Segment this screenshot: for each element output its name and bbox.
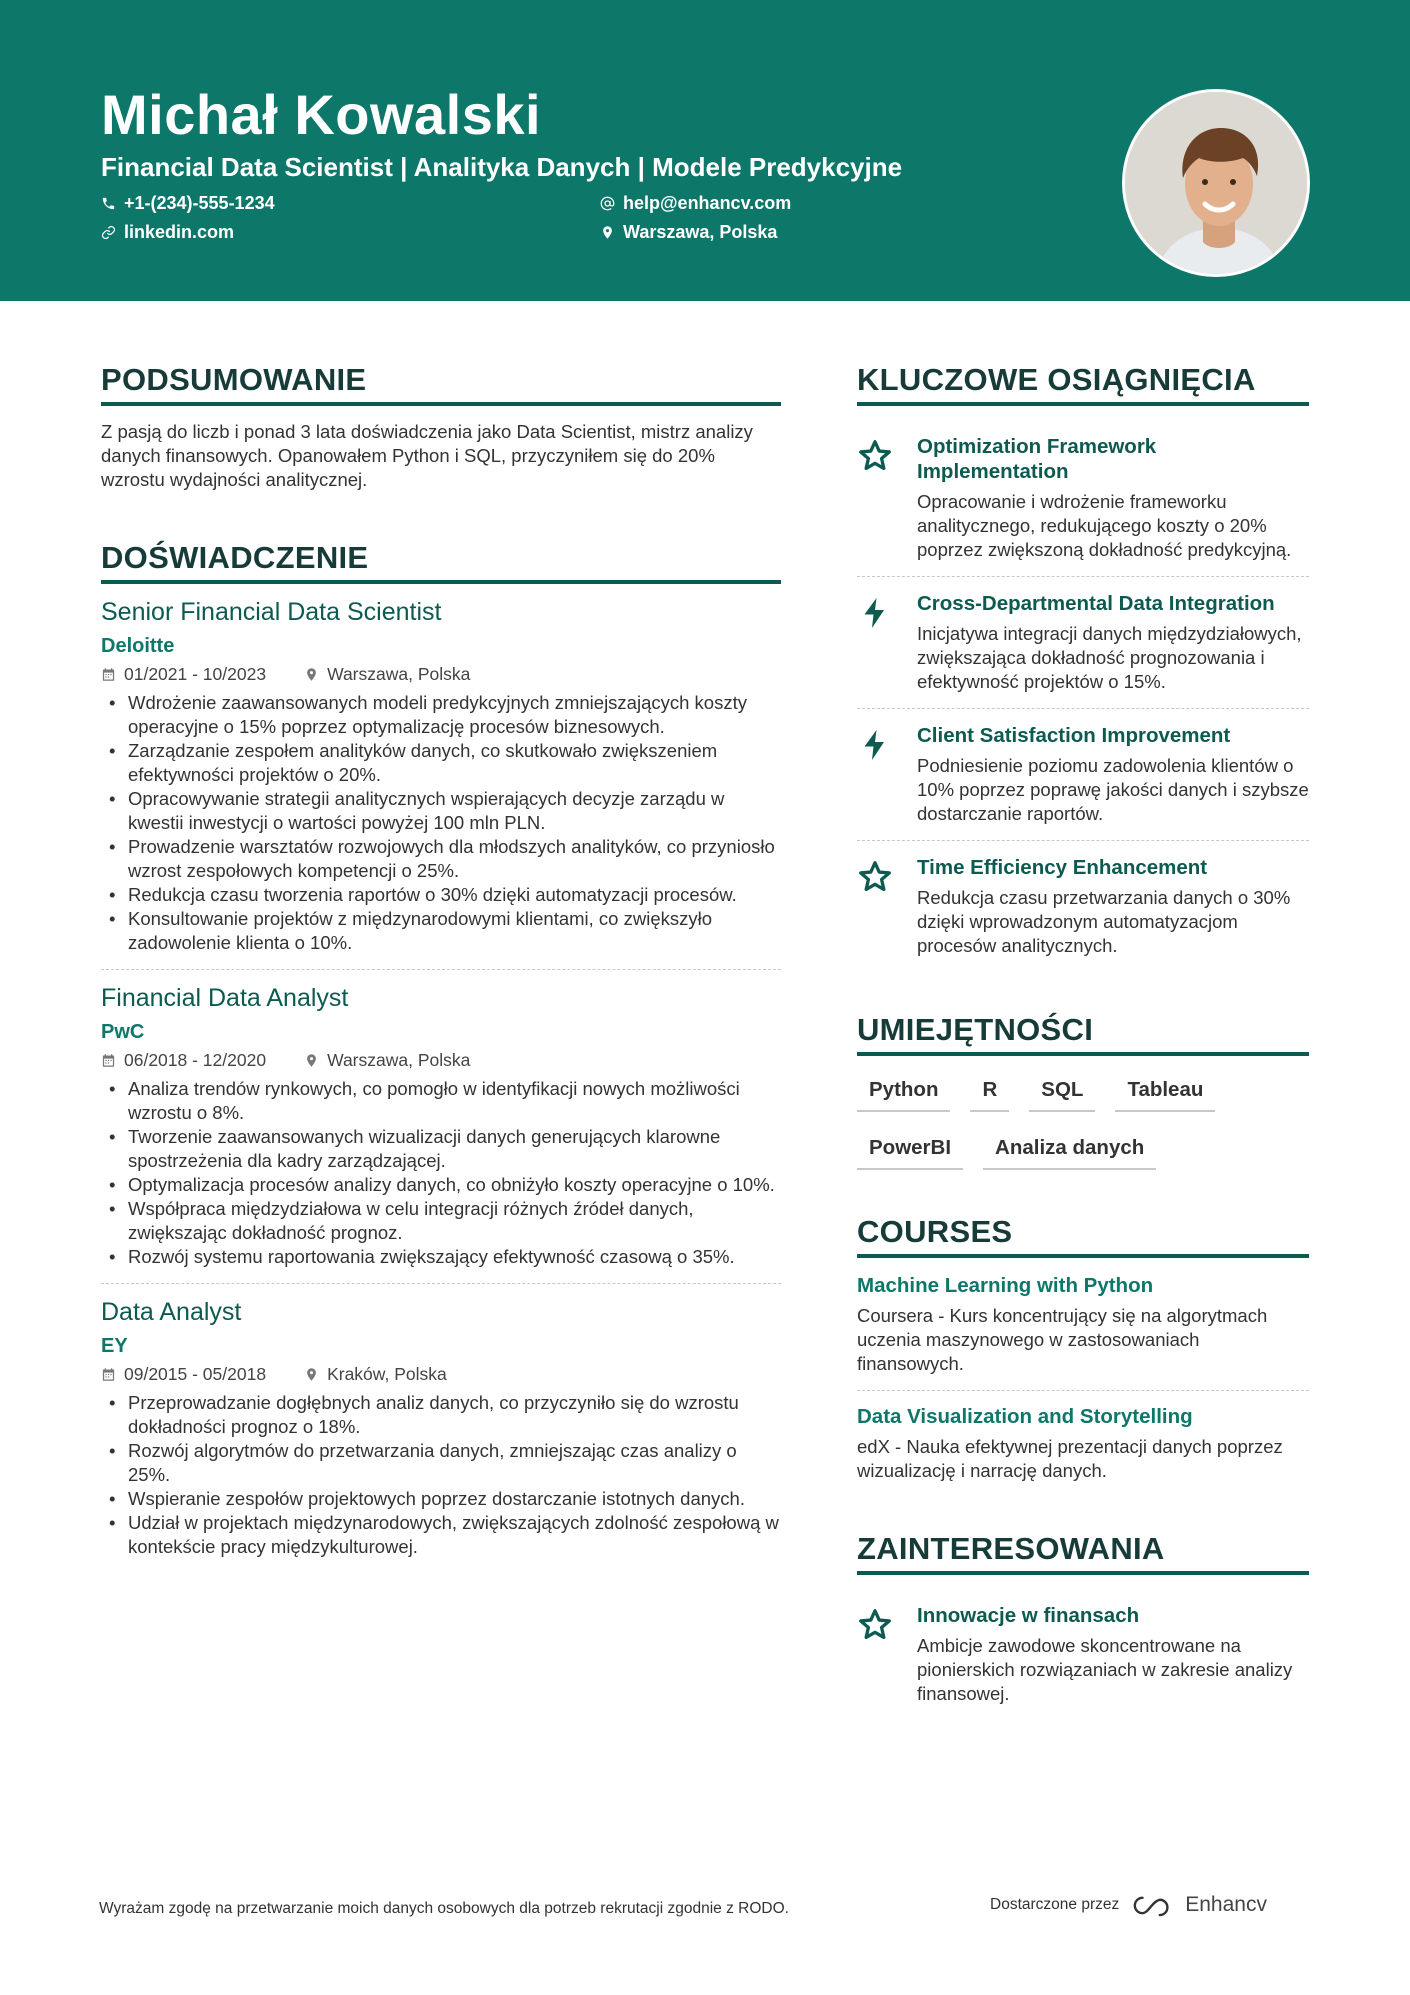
job-company: EY <box>101 1335 128 1357</box>
calendar-icon <box>101 1367 116 1382</box>
skill-tag: R <box>970 1078 1009 1112</box>
calendar-icon <box>101 1053 116 1068</box>
job-title: Financial Data Analyst <box>101 984 349 1012</box>
job-location: Warszawa, Polska <box>327 664 471 684</box>
bolt-icon <box>857 727 893 763</box>
job-entry <box>101 598 781 970</box>
right-column <box>857 362 1309 1720</box>
avatar <box>1122 89 1310 277</box>
brand-text: Enhancv <box>1185 1893 1267 1916</box>
star-icon <box>857 859 893 895</box>
job-title: Senior Financial Data Scientist <box>101 598 442 626</box>
location-pin-icon <box>304 1367 319 1382</box>
interests-heading: ZAINTERESOWANIA <box>857 1531 1309 1575</box>
bullet-item: • Rozwój algorytmów do przetwarzania danych, zmniejszając czas analizy o 25%. <box>101 1439 781 1487</box>
job-meta <box>101 664 781 685</box>
bullet-item: • Konsultowanie projektów z międzynarodowymi klientami, co zwiększyło zadowolenie klienta o 10%. <box>101 907 781 955</box>
achievement-desc: Inicjatywa integracji danych międzydziałowych, zwiększająca dokładność prognozowania i efektywność projektów o 15%. <box>917 623 1302 692</box>
job-dates: 01/2021 - 10/2023 <box>124 664 267 684</box>
summary-heading: PODSUMOWANIE <box>101 362 781 406</box>
job-title: Data Analyst <box>101 1298 242 1326</box>
job-company: PwC <box>101 1021 145 1043</box>
achievement-item <box>857 841 1309 972</box>
bullet-item: • Opracowywanie strategii analitycznych wspierających decyzje zarządu w kwestii inwestycji o wartości powyżej 100 mln PLN. <box>101 787 781 835</box>
job-bullets <box>101 1077 781 1269</box>
bullet-item: • Wspieranie zespołów projektowych poprzez dostarczanie istotnych danych. <box>101 1487 781 1511</box>
skills-heading: UMIEJĘTNOŚCI <box>857 1012 1309 1056</box>
location-pin-icon <box>304 667 319 682</box>
contact-linkedin[interactable] <box>101 222 234 243</box>
bullet-item: • Redukcja czasu tworzenia raportów o 30% dzięki automatyzacji procesów. <box>101 883 781 907</box>
job-dates: 06/2018 - 12/2020 <box>124 1050 267 1070</box>
courses-heading: COURSES <box>857 1214 1309 1258</box>
bolt-icon <box>857 595 893 631</box>
contact-phone <box>101 193 275 214</box>
calendar-icon <box>101 667 116 682</box>
phone-text: +1-(234)-555-1234 <box>124 193 275 213</box>
bullet-item: • Przeprowadzanie dogłębnych analiz danych, co przyczyniło się do wzrostu dokładności prognoz o 18%. <box>101 1391 781 1439</box>
job-location: Warszawa, Polska <box>327 1050 471 1070</box>
bullet-item: • Udział w projektach międzynarodowych, zwiększających zdolność zespołową w kontekście pracy międzykulturowej. <box>101 1511 781 1559</box>
avatar-portrait <box>1125 92 1310 277</box>
achievement-desc: Redukcja czasu przetwarzania danych o 30% dzięki wprowadzonym automatyzacjom procesów analitycznych. <box>917 887 1291 956</box>
job-dates: 09/2015 - 05/2018 <box>124 1364 267 1384</box>
at-icon <box>600 196 615 211</box>
interest-desc: Ambicje zawodowe skoncentrowane na pionierskich rozwiązaniach w zakresie analizy finansowej. <box>917 1635 1293 1704</box>
infinity-logo-icon <box>1131 1894 1177 1917</box>
contact-location <box>600 222 777 243</box>
contact-email[interactable] <box>600 193 791 214</box>
achievement-title: Cross-Departmental Data Integration <box>917 592 1275 615</box>
left-column <box>101 362 781 1587</box>
skill-tag: Tableau <box>1115 1078 1215 1112</box>
achievement-item <box>857 420 1309 577</box>
location-pin-icon <box>304 1053 319 1068</box>
bullet-item: • Wdrożenie zaawansowanych modeli predykcyjnych zmniejszających koszty operacyjne o 15% poprzez optymalizację procesów biznesowych. <box>101 691 781 739</box>
skill-tag: Analiza danych <box>983 1136 1156 1170</box>
bullet-item: • Tworzenie zaawansowanych wizualizacji danych generujących klarowne spostrzeżenia dla kadry zarządzającej. <box>101 1125 781 1173</box>
email-text[interactable]: help@enhancv.com <box>623 193 792 213</box>
course-item <box>857 1403 1309 1497</box>
star-icon <box>857 438 893 474</box>
linkedin-text[interactable]: linkedin.com <box>124 222 235 242</box>
bullet-item: • Prowadzenie warsztatów rozwojowych dla młodszych analityków, co przyniosło wzrost zespołowych kompetencji o 25%. <box>101 835 781 883</box>
job-location: Kraków, Polska <box>327 1364 447 1384</box>
achievement-title: Optimization Framework Implementation <box>917 435 1157 483</box>
course-desc: edX - Nauka efektywnej prezentacji danych poprzez wizualizację i narrację danych. <box>857 1436 1283 1481</box>
location-text: Warszawa, Polska <box>623 222 778 242</box>
achievement-item <box>857 577 1309 709</box>
powered-by <box>990 1893 1267 1917</box>
experience-heading: DOŚWIADCZENIE <box>101 540 781 584</box>
gdpr-consent: Wyrażam zgodę na przetwarzanie moich danych osobowych dla potrzeb rekrutacji zgodnie z RODO. <box>99 1900 789 1917</box>
job-bullets <box>101 691 781 955</box>
location-pin-icon <box>600 225 615 240</box>
link-icon <box>101 225 116 240</box>
powered-by-text: Dostarczone przez <box>990 1896 1120 1913</box>
achievement-title: Client Satisfaction Improvement <box>917 724 1231 747</box>
bullet-item: • Optymalizacja procesów analizy danych, co obniżyło koszty operacyjne o 10%. <box>101 1173 781 1197</box>
skills-list <box>857 1078 1309 1170</box>
skill-tag: SQL <box>1029 1078 1095 1112</box>
bullet-item: • Współpraca międzydziałowa w celu integracji różnych źródeł danych, zwiększając dokładność prognoz. <box>101 1197 781 1245</box>
star-icon <box>857 1607 893 1643</box>
interest-title: Innowacje w finansach <box>917 1604 1140 1627</box>
bullet-item: • Analiza trendów rynkowych, co pomogło w identyfikacji nowych możliwości wzrostu o 8%. <box>101 1077 781 1125</box>
job-meta <box>101 1364 781 1385</box>
achievements-heading: KLUCZOWE OSIĄGNIĘCIA <box>857 362 1309 406</box>
achievement-item <box>857 709 1309 841</box>
achievement-desc: Opracowanie i wdrożenie frameworku analitycznego, redukującego koszty o 20% poprzez zwiększoną dokładność predykcyjną. <box>917 491 1292 560</box>
phone-icon <box>101 196 116 211</box>
interest-item <box>857 1589 1309 1720</box>
course-title: Data Visualization and Storytelling <box>857 1405 1193 1428</box>
candidate-name: Michał Kowalski <box>101 83 542 146</box>
course-desc: Coursera - Kurs koncentrujący się na algorytmach uczenia maszynowego w zastosowaniach finansowych. <box>857 1305 1268 1374</box>
enhancv-logo[interactable] <box>1131 1893 1267 1917</box>
headline: Financial Data Scientist | Analityka Danych | Modele Predykcyjne <box>101 152 903 182</box>
skill-tag: Python <box>857 1078 950 1112</box>
course-title: Machine Learning with Python <box>857 1274 1154 1297</box>
job-company: Deloitte <box>101 635 175 657</box>
bullet-item: • Zarządzanie zespołem analityków danych, co skutkowało zwiększeniem efektywności projektów o 20%. <box>101 739 781 787</box>
course-item <box>857 1272 1309 1391</box>
bullet-item: • Rozwój systemu raportowania zwiększający efektywność czasową o 35%. <box>101 1245 781 1269</box>
skill-tag: PowerBI <box>857 1136 963 1170</box>
job-entry <box>101 984 781 1284</box>
job-entry <box>101 1298 781 1573</box>
job-bullets <box>101 1391 781 1559</box>
achievement-title: Time Efficiency Enhancement <box>917 856 1208 879</box>
header <box>0 0 1410 301</box>
achievement-desc: Podniesienie poziomu zadowolenia klientów o 10% poprzez poprawę jakości danych i szybsze dostarczanie raportów. <box>917 755 1309 824</box>
summary-text: Z pasją do liczb i ponad 3 lata doświadczenia jako Data Scientist, mistrz analizy danych finansowych. Opanowałem Python i SQL, przyczyniłem się do 20% wzrostu wydajności analitycznej. <box>101 421 753 490</box>
job-meta <box>101 1050 781 1071</box>
